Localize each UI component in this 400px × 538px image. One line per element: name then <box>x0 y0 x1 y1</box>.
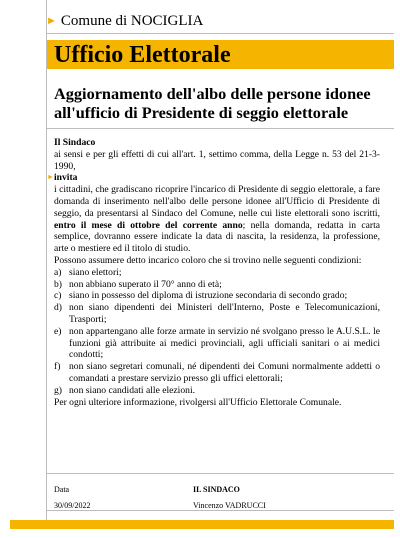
triangle-right-icon: ► <box>47 173 54 182</box>
bottom-divider <box>46 510 394 511</box>
item-text: siano in possesso del diploma di istruzione secondaria di secondo grado; <box>69 290 348 302</box>
notice-title: Aggiornamento dell'albo delle persone idonee all'ufficio di Presidente di seggio elettorale <box>54 84 371 122</box>
header-divider <box>46 33 394 34</box>
signature-block <box>193 484 266 512</box>
list-item <box>54 279 380 291</box>
invita-heading <box>47 172 380 184</box>
list-item <box>54 361 380 385</box>
list-item <box>54 385 380 397</box>
date-block <box>54 484 90 512</box>
invite-deadline: entro il mese di ottobre del corrente anno <box>54 219 243 231</box>
bottom-accent-bar <box>10 520 394 529</box>
item-text: siano elettori; <box>69 266 122 278</box>
item-text: non appartengano alle forze armate in servizio né svolgano presso le A.U.S.L. le funzioni già attribuite ai medici provinciali, agli ufficiali sanitari o ai medici condotti; <box>69 325 380 361</box>
item-text: non siano segretari comunali, né dipendenti dei Comuni normalmente addetti o comandati a prestare servizio presso gli uffici elettorali; <box>69 361 380 384</box>
left-margin-rule <box>46 0 47 520</box>
invite-paragraph <box>54 184 380 255</box>
office-title: Ufficio Elettorale <box>54 42 231 68</box>
list-item <box>54 302 380 326</box>
municipality-name: Comune di NOCIGLIA <box>60 13 204 29</box>
title-divider <box>46 128 394 129</box>
date-label: Data <box>54 485 70 494</box>
item-letter: b) <box>54 278 62 290</box>
conditions-intro: Possono assumere detto incarico coloro che si trovino nelle seguenti condizioni: <box>54 254 362 266</box>
conditions-list <box>54 267 380 397</box>
item-letter: a) <box>54 266 62 278</box>
signer-name: Vincenzo VADRUCCI <box>193 501 266 510</box>
notice-body <box>47 137 380 408</box>
sender: Il Sindaco <box>54 137 96 148</box>
invite-text-part2: ; nella domanda, redatta in carta semplice, dovranno essere indicate la data di nascita, la residenza, la professione, arte o mestiere ed il titolo di studio. <box>54 219 380 255</box>
list-item <box>54 326 380 361</box>
invita-label: invita <box>54 172 78 184</box>
municipality-header <box>46 12 203 30</box>
item-letter: e) <box>54 325 62 337</box>
item-text: non siano dipendenti dei Ministeri dell'Interno, Poste e Telecomunicazioni, Trasporti; <box>69 302 380 325</box>
triangle-right-icon: ► <box>46 15 57 27</box>
footer-divider <box>46 473 394 474</box>
list-item <box>54 290 380 302</box>
item-letter: g) <box>54 384 62 396</box>
item-letter: c) <box>54 290 62 302</box>
closing-note: Per ogni ulteriore informazione, rivolgersi all'Ufficio Elettorale Comunale. <box>54 396 342 408</box>
item-letter: f) <box>54 361 61 373</box>
item-text: non abbiano superato il 70° anno di età; <box>69 278 222 290</box>
invite-text-part1: i cittadini, che gradiscano ricoprire l'incarico di Presidente di seggio elettorale, a fare domanda di inserimento nell'albo delle persone idonee all'Ufficio di Presidente di seggio, da presentarsi al Sindaco del Comune, nelle cui liste elettorali sono iscritti, <box>54 184 380 219</box>
list-item <box>54 267 380 279</box>
item-text: non siano candidati alle elezioni. <box>69 384 196 396</box>
item-letter: d) <box>54 302 62 314</box>
date-value: 30/09/2022 <box>54 501 91 510</box>
legal-basis: ai sensi e per gli effetti di cui all'art. 1, settimo comma, della Legge n. 53 del 21-3-1990, <box>54 148 380 172</box>
signer-title: IL SINDACO <box>193 485 240 494</box>
